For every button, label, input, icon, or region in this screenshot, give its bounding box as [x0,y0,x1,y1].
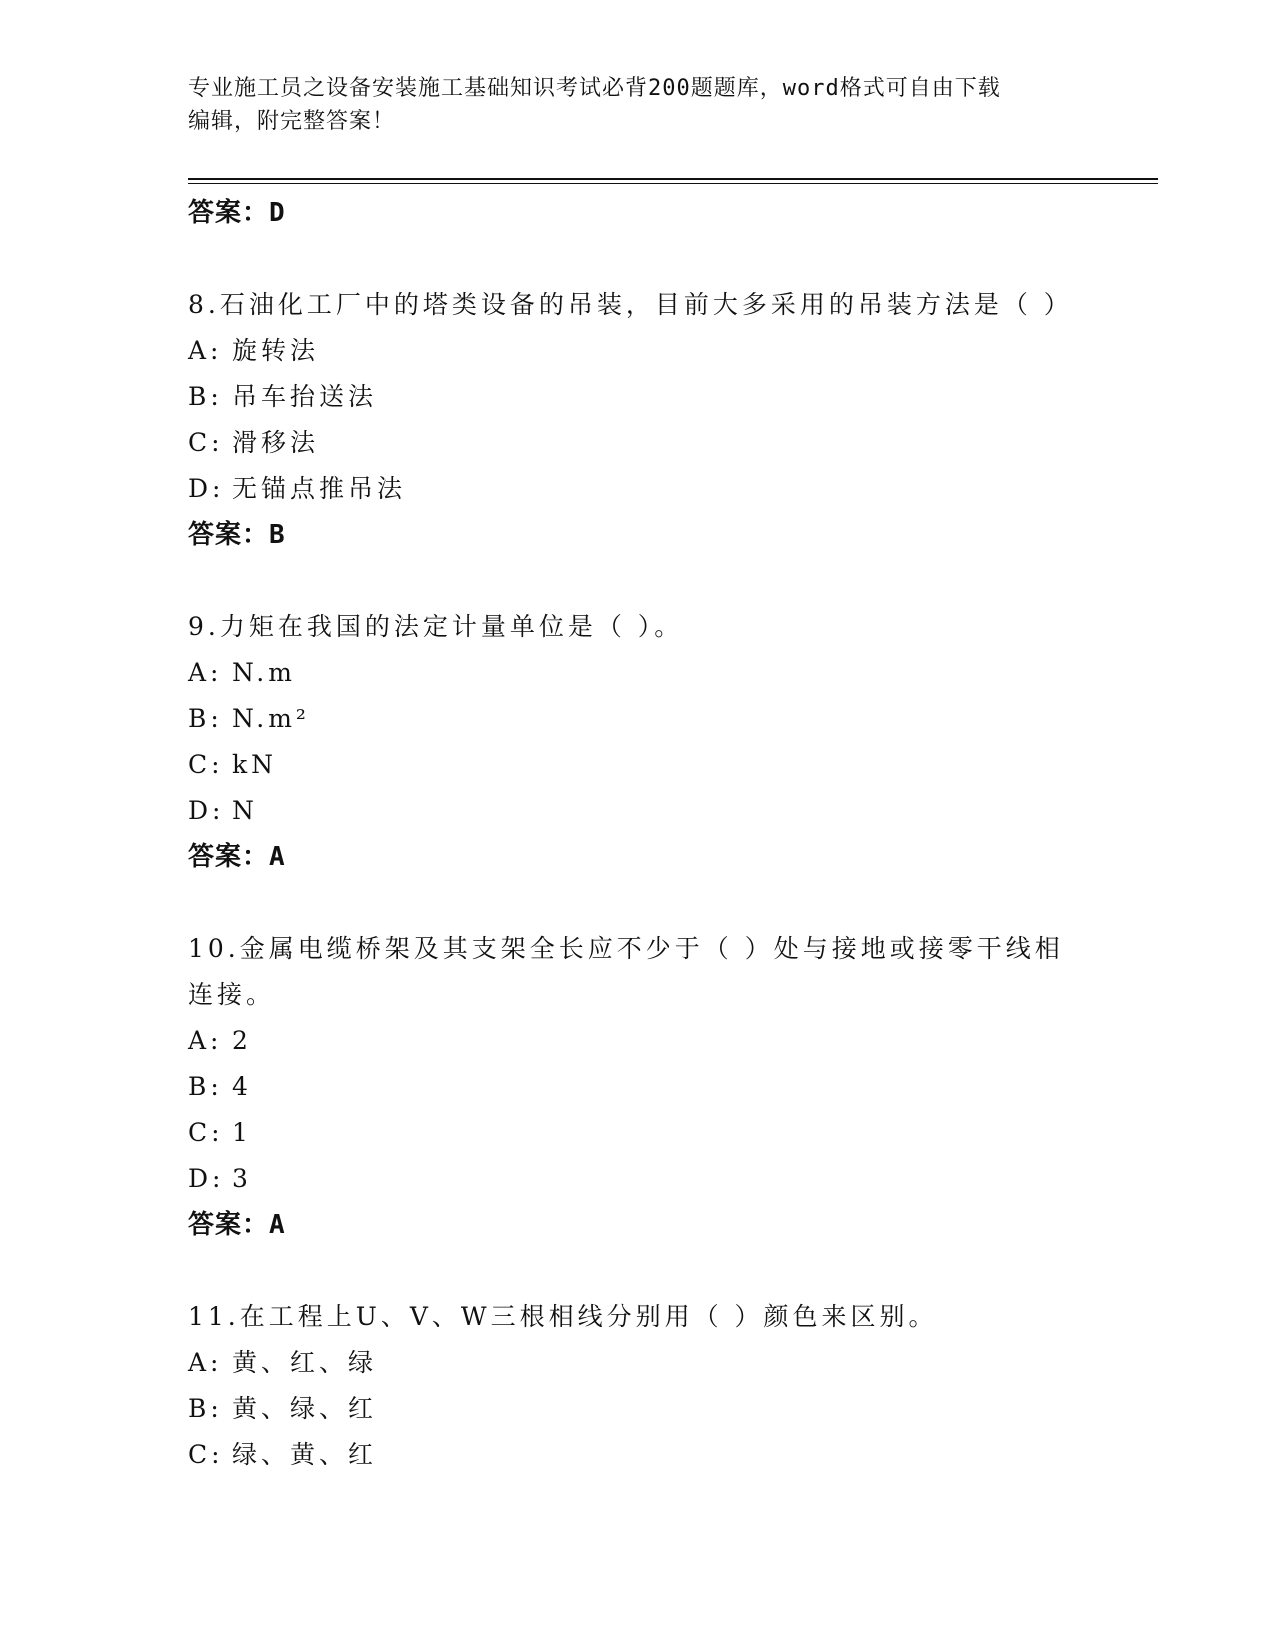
header-line-2: 编辑，附完整答案！ [188,109,396,134]
option-letter: A: [188,658,223,687]
option-text: 4 [232,1072,252,1101]
option-text: 2 [232,1026,252,1055]
option-letter: A: [188,1026,223,1055]
option-text: 绿、黄、红 [232,1440,378,1469]
answer-label: 答案： [188,520,270,550]
header-line-1: 专业施工员之设备安装施工基础知识考试必背200题题库，word格式可自由下载 [188,76,1001,101]
option-text: 1 [232,1118,252,1147]
option-letter: D: [188,796,225,825]
option-a [188,328,1088,374]
option-b [188,696,1088,742]
option-a [188,1340,1088,1386]
question-list [188,190,1088,1478]
option-letter: D: [188,474,225,503]
question-item [188,1294,1088,1478]
option-letter: A: [188,336,223,365]
header-divider-thin [188,183,1158,184]
option-c [188,1432,1088,1478]
question-item [188,604,1088,880]
option-letter: B: [188,1394,223,1423]
option-b [188,374,1088,420]
option-text: N.m [232,658,296,687]
option-d [188,1156,1088,1202]
answer-label: 答案： [188,842,270,872]
option-text: N.m² [232,704,310,733]
option-a [188,1018,1088,1064]
option-letter: D: [188,1164,225,1193]
option-letter: C: [188,1440,224,1469]
option-c [188,742,1088,788]
answer-value: B [269,520,286,550]
option-a [188,650,1088,696]
option-letter: A: [188,1348,223,1377]
answer-line [188,834,1088,880]
option-text: 滑移法 [232,428,320,457]
question-text: 10.金属电缆桥架及其支架全长应不少于（ ）处与接地或接零干线相连接。 [188,934,1064,1009]
option-text: 无锚点推吊法 [232,474,407,503]
answer-label: 答案： [188,198,270,228]
option-text: kN [232,750,278,779]
option-letter: B: [188,382,223,411]
option-c [188,1110,1088,1156]
option-letter: C: [188,750,224,779]
answer-label: 答案： [188,1210,270,1240]
answer-value: A [269,842,286,872]
option-letter: B: [188,704,223,733]
option-letter: C: [188,1118,224,1147]
header-divider [188,178,1158,180]
option-text: N [232,796,258,825]
document-header [188,72,1068,138]
option-b [188,1386,1088,1432]
option-d [188,788,1088,834]
question-text: 9.力矩在我国的法定计量单位是（ ）。 [188,612,684,641]
option-text: 旋转法 [232,336,320,365]
answer-value: A [269,1210,286,1240]
answer-line [188,512,1088,558]
option-d [188,466,1088,512]
question-text: 8.石油化工厂中的塔类设备的吊装，目前大多采用的吊装方法是（ ） [188,290,1073,319]
option-text: 黄、绿、红 [232,1394,378,1423]
answer-line [188,1202,1088,1248]
option-letter: C: [188,428,224,457]
question-item [188,282,1088,558]
option-text: 黄、红、绿 [232,1348,378,1377]
question-text: 11.在工程上U、V、W三根相线分别用（ ）颜色来区别。 [188,1302,938,1331]
option-c [188,420,1088,466]
option-text: 3 [232,1164,252,1193]
question-item [188,926,1088,1248]
answer-line [188,190,1088,236]
answer-value: D [269,198,286,228]
option-b [188,1064,1088,1110]
option-text: 吊车抬送法 [232,382,378,411]
option-letter: B: [188,1072,223,1101]
